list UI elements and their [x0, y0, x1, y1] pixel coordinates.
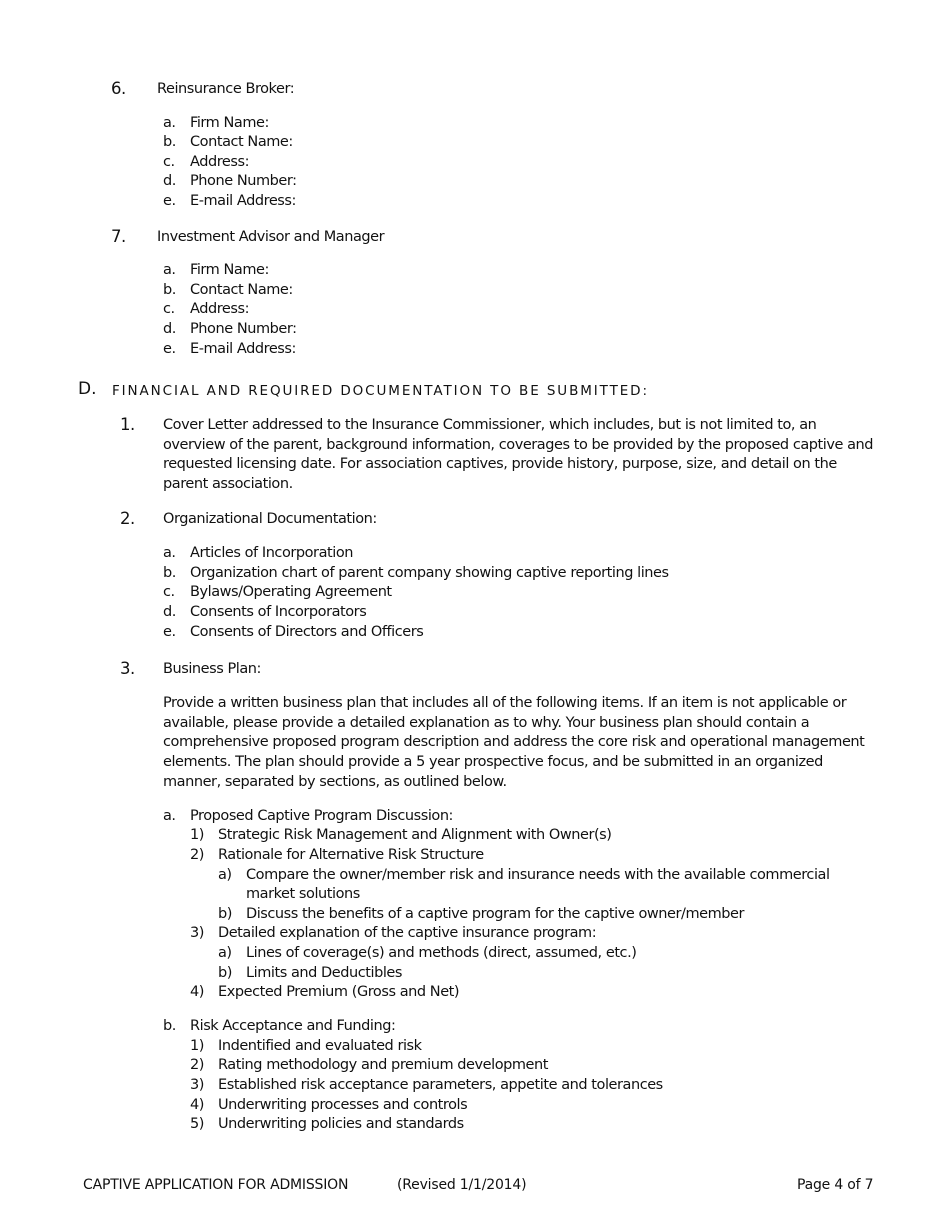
list-item-marker: c.: [163, 154, 175, 170]
list-item-marker: b): [218, 965, 232, 981]
footer-revised: (Revised 1/1/2014): [397, 1177, 527, 1193]
list-item: E-mail Address:: [190, 341, 296, 357]
list-item-marker: c.: [163, 584, 175, 600]
list-item-marker: 1): [190, 827, 204, 843]
sublist-title: Risk Acceptance and Funding:: [190, 1018, 396, 1034]
paragraph-line: parent association.: [163, 476, 293, 493]
list-item: Strategic Risk Management and Alignment with Owner(s): [218, 827, 612, 843]
list-item: market solutions: [246, 886, 360, 902]
paragraph-line: elements. The plan should provide a 5 year prospective focus, and be submitted in an organized: [163, 754, 823, 771]
list-item-marker: c.: [163, 301, 175, 317]
paragraph-line: Provide a written business plan that includes all of the following items. If an item is not applicable or: [163, 695, 847, 711]
footer-title: CAPTIVE APPLICATION FOR ADMISSION: [83, 1177, 349, 1193]
list-item-marker: 1): [190, 1038, 204, 1054]
list-item: Consents of Incorporators: [190, 604, 367, 620]
item-3-number: 3.: [120, 659, 135, 678]
list-item: Discuss the benefits of a captive program for the captive owner/member: [246, 906, 745, 922]
list-item-marker: a.: [163, 262, 176, 278]
item-2-title: Organizational Documentation:: [163, 511, 377, 527]
list-item: Expected Premium (Gross and Net): [218, 984, 460, 1000]
list-item: Firm Name:: [190, 115, 269, 131]
list-item-marker: 5): [190, 1116, 204, 1132]
list-item: Contact Name:: [190, 134, 293, 150]
list-item-marker: b.: [163, 134, 176, 150]
list-item: Phone Number:: [190, 173, 297, 189]
list-item-marker: b): [218, 906, 232, 922]
list-item-marker: 2): [190, 847, 204, 863]
list-item-marker: d.: [163, 604, 176, 620]
list-item-marker: a): [218, 945, 232, 961]
list-item-marker: d.: [163, 321, 176, 337]
list-item: Contact Name:: [190, 282, 293, 298]
paragraph-line: available, please provide a detailed explanation as to why. Your business plan should contain a: [163, 714, 810, 731]
section-7-number: 7.: [111, 227, 126, 246]
section-6-number: 6.: [111, 79, 126, 98]
section-6-title: Reinsurance Broker:: [157, 81, 295, 97]
sublist-marker: b.: [163, 1018, 176, 1034]
item-2-number: 2.: [120, 509, 135, 528]
sublist-marker: a.: [163, 808, 176, 824]
list-item: Established risk acceptance parameters, appetite and tolerances: [218, 1077, 663, 1093]
list-item-marker: 2): [190, 1057, 204, 1073]
section-7-title: Investment Advisor and Manager: [157, 229, 385, 245]
list-item-marker: a.: [163, 115, 176, 131]
section-d-heading: FINANCIAL AND REQUIRED DOCUMENTATION TO BE SUBMITTED:: [112, 383, 649, 399]
item-3-title: Business Plan:: [163, 661, 261, 677]
list-item-marker: b.: [163, 565, 176, 581]
item-1-number: 1.: [120, 415, 135, 434]
paragraph-line: comprehensive proposed program description and address the core risk and operational management: [163, 734, 865, 751]
list-item: Underwriting processes and controls: [218, 1097, 468, 1113]
list-item: Consents of Directors and Officers: [190, 624, 424, 640]
list-item-marker: e.: [163, 624, 176, 640]
list-item: Indentified and evaluated risk: [218, 1038, 422, 1054]
list-item: Compare the owner/member risk and insurance needs with the available commercial: [246, 867, 830, 883]
list-item: Rating methodology and premium development: [218, 1057, 549, 1073]
list-item: Limits and Deductibles: [246, 965, 402, 981]
list-item-marker: 3): [190, 1077, 204, 1093]
list-item: Lines of coverage(s) and methods (direct, assumed, etc.): [246, 945, 637, 961]
list-item: Detailed explanation of the captive insurance program:: [218, 925, 597, 941]
list-item: E-mail Address:: [190, 193, 296, 209]
list-item: Phone Number:: [190, 321, 297, 337]
list-item: Address:: [190, 301, 250, 317]
list-item: Organization chart of parent company showing captive reporting lines: [190, 565, 669, 581]
list-item: Underwriting policies and standards: [218, 1116, 464, 1132]
list-item-marker: a): [218, 867, 232, 883]
list-item: Rationale for Alternative Risk Structure: [218, 847, 484, 863]
sublist-title: Proposed Captive Program Discussion:: [190, 808, 453, 824]
list-item-marker: 3): [190, 925, 204, 941]
list-item-marker: e.: [163, 341, 176, 357]
section-d-letter: D.: [78, 379, 97, 399]
paragraph-line: requested licensing date. For association captives, provide history, purpose, size, and detail on the: [163, 456, 837, 473]
list-item-marker: a.: [163, 545, 176, 561]
footer-page-number: Page 4 of 7: [797, 1177, 874, 1193]
list-item-marker: e.: [163, 193, 176, 209]
list-item-marker: d.: [163, 173, 176, 189]
list-item: Bylaws/Operating Agreement: [190, 584, 392, 600]
list-item: Firm Name:: [190, 262, 269, 278]
list-item: Articles of Incorporation: [190, 545, 353, 561]
paragraph-line: manner, separated by sections, as outlined below.: [163, 773, 507, 790]
list-item-marker: b.: [163, 282, 176, 298]
item-3-intro: [163, 694, 875, 793]
list-item: Address:: [190, 154, 250, 170]
paragraph-line: overview of the parent, background information, coverages to be provided by the proposed captive and: [163, 436, 874, 453]
list-item-marker: 4): [190, 1097, 204, 1113]
paragraph-line: Cover Letter addressed to the Insurance Commissioner, which includes, but is not limited to, an: [163, 417, 817, 433]
item-1-paragraph: [163, 416, 875, 495]
list-item-marker: 4): [190, 984, 204, 1000]
